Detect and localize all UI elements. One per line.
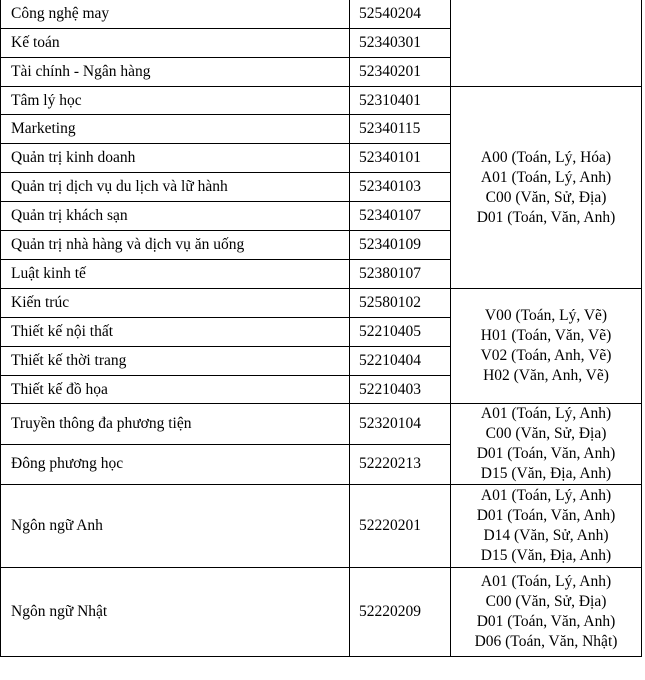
major-name: Ngôn ngữ Anh [1,485,350,568]
subject-combination: D06 (Toán, Văn, Nhật) [474,633,618,650]
major-code: 52540204 [350,0,451,29]
subject-combination: D01 (Toán, Văn, Anh) [476,613,616,630]
table-row [1,0,642,29]
major-name: Tài chính - Ngân hàng [1,58,350,87]
table-row [1,485,642,568]
subject-combination: D01 (Toán, Văn, Anh) [476,507,616,524]
major-name: Thiết kế nội thất [1,318,350,347]
subject-combination: A01 (Toán, Lý, Anh) [480,405,612,422]
major-name: Quản trị khách sạn [1,202,350,231]
subject-combination: A01 (Toán, Lý, Anh) [480,168,612,186]
subject-combination: V02 (Toán, Anh, Vẽ) [480,347,612,364]
table-row [1,87,642,115]
major-name: Truyền thông đa phương tiện [1,404,350,445]
major-name: Luật kinh tế [1,260,350,289]
subject-combination: D01 (Toán, Văn, Anh) [476,208,616,226]
subject-combination: V00 (Toán, Lý, Vẽ) [484,307,608,324]
major-code: 52340107 [350,202,451,231]
major-code: 52320104 [350,404,451,445]
major-code: 52210403 [350,376,451,404]
major-code: 52340109 [350,231,451,260]
major-name: Kiến trúc [1,289,350,318]
major-code: 52210405 [350,318,451,347]
subject-combinations [451,568,642,657]
major-name: Quản trị kinh doanh [1,144,350,173]
subject-combination: C00 (Văn, Sử, Địa) [485,593,607,610]
major-name: Thiết kế thời trang [1,347,350,376]
subject-combination: H02 (Văn, Anh, Vẽ) [483,367,609,384]
subject-combination: D15 (Văn, Địa, Anh) [480,547,612,564]
major-name: Kế toán [1,29,350,58]
major-code: 52210404 [350,347,451,376]
major-code: 52220209 [350,568,451,657]
subject-combination: D01 (Toán, Văn, Anh) [476,445,616,462]
major-code: 52310401 [350,87,451,115]
subject-combination: A01 (Toán, Lý, Anh) [480,573,612,590]
major-code: 52380107 [350,260,451,289]
major-code: 52580102 [350,289,451,318]
major-name: Marketing [1,115,350,144]
major-name: Quản trị nhà hàng và dịch vụ ăn uống [1,231,350,260]
table-row [1,568,642,657]
major-name: Ngôn ngữ Nhật [1,568,350,657]
subject-combination: D15 (Văn, Địa, Anh) [480,465,612,482]
subject-combination: H01 (Toán, Văn, Vẽ) [480,327,612,344]
major-code: 52340115 [350,115,451,144]
major-name: Tâm lý học [1,87,350,115]
subject-combination: D14 (Văn, Sử, Anh) [483,527,609,544]
major-code: 52340101 [350,144,451,173]
subject-combinations [451,87,642,289]
subject-combination: C00 (Văn, Sử, Địa) [485,425,607,442]
subject-combination: A00 (Toán, Lý, Hóa) [480,148,612,166]
major-code: 52220213 [350,444,451,485]
subject-combination: A01 (Toán, Lý, Anh) [480,487,612,504]
table-row [1,404,642,445]
major-name: Quản trị dịch vụ du lịch và lữ hành [1,173,350,202]
major-name: Đông phương học [1,444,350,485]
major-code: 52340301 [350,29,451,58]
major-code: 52340201 [350,58,451,87]
subject-combination: C00 (Văn, Sử, Địa) [485,188,607,206]
subject-combinations [451,485,642,568]
major-name: Thiết kế đồ họa [1,376,350,404]
major-code: 52220201 [350,485,451,568]
subject-combinations [451,404,642,485]
major-code: 52340103 [350,173,451,202]
subject-combinations [451,289,642,404]
major-name: Công nghệ may [1,0,350,29]
subject-combinations [451,0,642,87]
table-row [1,289,642,318]
